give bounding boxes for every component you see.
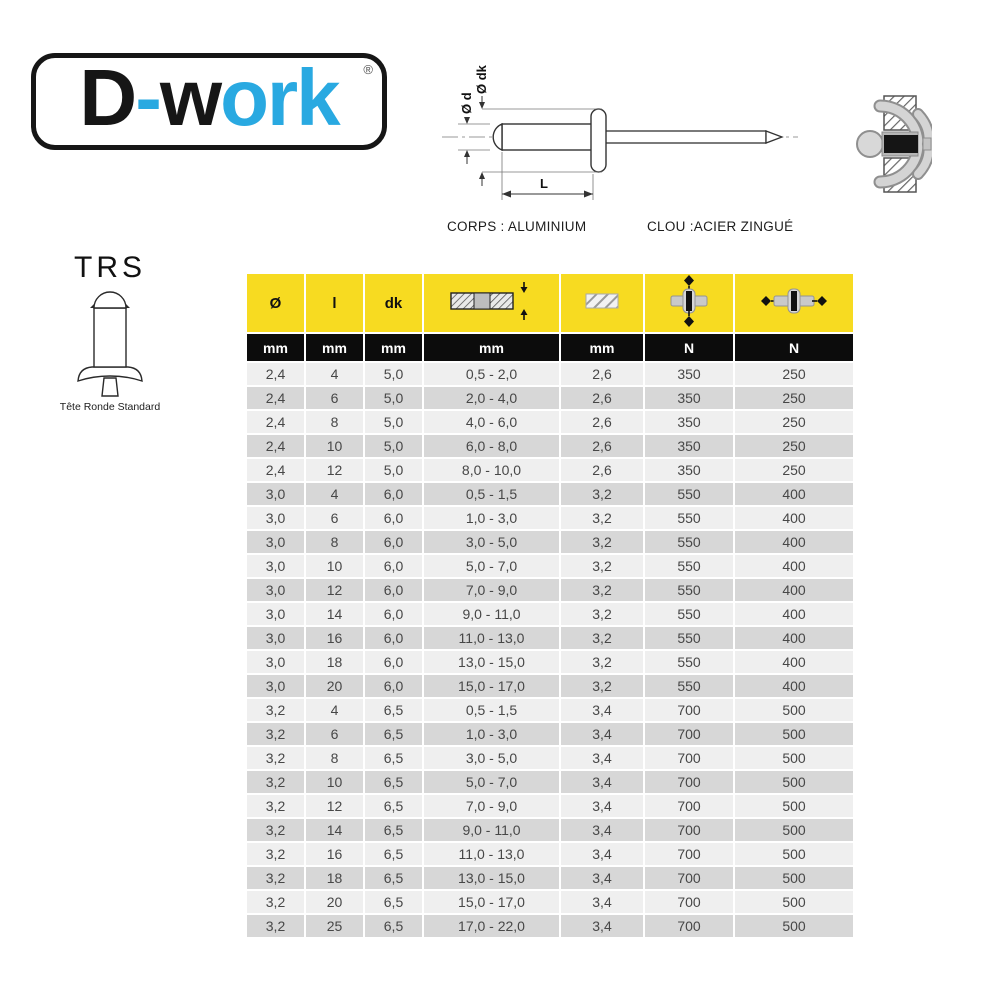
table-cell: 2,4 (247, 387, 304, 409)
table-cell: 700 (645, 747, 733, 769)
table-cell: 550 (645, 603, 733, 625)
unit-label: N (645, 334, 733, 361)
table-cell: 3,0 (247, 531, 304, 553)
table-row (247, 771, 853, 793)
table-cell: 3,4 (561, 843, 643, 865)
table-row (247, 459, 853, 481)
table-cell: 6,5 (365, 699, 422, 721)
table-cell: 3,4 (561, 915, 643, 937)
table-row (247, 483, 853, 505)
table-cell: 3,0 (247, 579, 304, 601)
table-cell: 9,0 - 11,0 (424, 819, 559, 841)
table-cell: 6,5 (365, 915, 422, 937)
dimension-label-dk: Ø dk (474, 65, 489, 94)
table-row (247, 627, 853, 649)
table-cell: 3,2 (247, 795, 304, 817)
rivet-technical-drawing (440, 52, 800, 217)
table-cell: 700 (645, 867, 733, 889)
mandrel-stub (923, 138, 931, 150)
table-cell: 3,2 (247, 771, 304, 793)
table-cell: 3,2 (561, 555, 643, 577)
table-row (247, 675, 853, 697)
table-cell: 6,0 (365, 483, 422, 505)
table-cell: 500 (735, 891, 853, 913)
table-cell: 500 (735, 699, 853, 721)
table-cell: 4 (306, 363, 363, 385)
table-cell: 3,0 (247, 507, 304, 529)
table-cell: 6 (306, 387, 363, 409)
table-cell: 400 (735, 483, 853, 505)
unit-label: mm (561, 334, 643, 361)
table-cell: 5,0 - 7,0 (424, 771, 559, 793)
dim-arrow (479, 102, 485, 109)
table-cell: 3,0 (247, 651, 304, 673)
table-cell: 8 (306, 531, 363, 553)
table-cell: 3,0 (247, 555, 304, 577)
table-cell: 6,0 (365, 651, 422, 673)
table-cell: 2,6 (561, 387, 643, 409)
table-cell: 3,4 (561, 699, 643, 721)
table-row (247, 651, 853, 673)
table-cell: 3,2 (561, 603, 643, 625)
table-cell: 13,0 - 15,0 (424, 867, 559, 889)
table-cell: 500 (735, 843, 853, 865)
table-cell: 3,2 (561, 531, 643, 553)
table-cell: 700 (645, 795, 733, 817)
table-cell: 6,0 (365, 507, 422, 529)
table-cell: 3,2 (247, 867, 304, 889)
table-cell: 500 (735, 867, 853, 889)
table-cell: 7,0 - 9,0 (424, 579, 559, 601)
table-row (247, 819, 853, 841)
table-cell: 10 (306, 771, 363, 793)
dimension-label-d: Ø d (459, 92, 474, 114)
table-cell: 550 (645, 555, 733, 577)
table-cell: 400 (735, 579, 853, 601)
table-cell: 700 (645, 723, 733, 745)
table-cell: 3,0 (247, 627, 304, 649)
table-cell: 0,5 - 1,5 (424, 699, 559, 721)
table-cell: 3,0 (247, 603, 304, 625)
table-cell: 3,2 (561, 483, 643, 505)
table-cell: 13,0 - 15,0 (424, 651, 559, 673)
table-cell: 12 (306, 459, 363, 481)
table-cell: 3,2 (561, 579, 643, 601)
table-cell: 3,4 (561, 795, 643, 817)
table-cell: 18 (306, 651, 363, 673)
dwork-logo (31, 53, 387, 150)
table-cell: 6,0 - 8,0 (424, 435, 559, 457)
table-cell: 6 (306, 723, 363, 745)
table-cell: 500 (735, 819, 853, 841)
table-cell: 1,0 - 3,0 (424, 507, 559, 529)
table-cell: 12 (306, 579, 363, 601)
table-cell: 400 (735, 651, 853, 673)
table-cell: 400 (735, 531, 853, 553)
table-cell: 1,0 - 3,0 (424, 723, 559, 745)
tensile-strength-icon (760, 281, 828, 321)
table-cell: 5,0 (365, 435, 422, 457)
table-cell: 0,5 - 1,5 (424, 483, 559, 505)
table-cell: 700 (645, 771, 733, 793)
table-cell: 6,5 (365, 771, 422, 793)
table-cell: 6 (306, 507, 363, 529)
table-cell: 11,0 - 13,0 (424, 627, 559, 649)
nail-material-caption: CLOU :ACIER ZINGUÉ (647, 219, 794, 234)
table-cell: 3,0 - 5,0 (424, 531, 559, 553)
table-cell: 2,4 (247, 411, 304, 433)
table-cell: 5,0 (365, 411, 422, 433)
table-cell: 3,2 (561, 651, 643, 673)
dimension-label-length: L (540, 176, 548, 191)
col-header-length: l (306, 274, 363, 332)
table-cell: 6,5 (365, 843, 422, 865)
rivet-table-body (247, 363, 853, 937)
table-cell: 14 (306, 819, 363, 841)
table-cell: 500 (735, 723, 853, 745)
rivet-spec-table (245, 272, 855, 939)
dim-arrow (479, 172, 485, 179)
table-cell: 2,4 (247, 363, 304, 385)
table-cell: 18 (306, 867, 363, 889)
dwork-logo-text (79, 52, 339, 146)
table-cell: 6,5 (365, 867, 422, 889)
col-header-grip-range (424, 274, 559, 332)
table-cell: 14 (306, 603, 363, 625)
table-cell: 3,2 (247, 699, 304, 721)
table-row (247, 843, 853, 865)
table-cell: 3,0 - 5,0 (424, 747, 559, 769)
table-cell: 3,2 (561, 627, 643, 649)
product-name-caption: Tête Ronde Standard (59, 401, 161, 413)
table-cell: 11,0 - 13,0 (424, 843, 559, 865)
mandrel-head (857, 131, 883, 157)
table-row (247, 747, 853, 769)
installed-rivet-icon (856, 94, 932, 194)
table-cell: 500 (735, 915, 853, 937)
table-cell: 3,2 (247, 723, 304, 745)
unit-label: mm (247, 334, 304, 361)
table-cell: 2,6 (561, 459, 643, 481)
trs-joint-tick (126, 304, 130, 308)
table-cell: 250 (735, 387, 853, 409)
table-cell: 3,2 (247, 915, 304, 937)
table-cell: 6,0 (365, 555, 422, 577)
table-cell: 3,2 (247, 747, 304, 769)
table-cell: 10 (306, 555, 363, 577)
logo-letter: w (159, 52, 221, 142)
table-cell: 8 (306, 411, 363, 433)
table-row (247, 363, 853, 385)
table-cell: 4 (306, 699, 363, 721)
table-row (247, 507, 853, 529)
table-row (247, 603, 853, 625)
body-material-caption: CORPS : ALUMINIUM (447, 219, 587, 234)
table-cell: 550 (645, 651, 733, 673)
table-cell: 3,2 (561, 507, 643, 529)
table-cell: 20 (306, 891, 363, 913)
table-cell: 550 (645, 507, 733, 529)
trs-dome-head (94, 292, 126, 308)
table-cell: 6,0 (365, 531, 422, 553)
table-cell: 6,0 (365, 603, 422, 625)
table-cell: 25 (306, 915, 363, 937)
table-cell: 12 (306, 795, 363, 817)
units-row (247, 334, 853, 361)
rivet-core (884, 135, 918, 153)
table-cell: 500 (735, 747, 853, 769)
table-cell: 17,0 - 22,0 (424, 915, 559, 937)
trs-body (94, 308, 126, 367)
table-cell: 700 (645, 843, 733, 865)
table-cell: 8,0 - 10,0 (424, 459, 559, 481)
table-cell: 6,5 (365, 747, 422, 769)
table-row (247, 891, 853, 913)
mandrel-shaft (605, 131, 766, 143)
table-cell: 250 (735, 363, 853, 385)
trs-mandrel-stub (102, 378, 118, 396)
table-row (247, 555, 853, 577)
dim-arrow (464, 117, 470, 124)
table-row (247, 411, 853, 433)
table-cell: 550 (645, 483, 733, 505)
table-cell: 16 (306, 843, 363, 865)
table-cell: 350 (645, 435, 733, 457)
table-cell: 2,0 - 4,0 (424, 387, 559, 409)
table-cell: 3,4 (561, 819, 643, 841)
table-cell: 400 (735, 675, 853, 697)
table-cell: 16 (306, 627, 363, 649)
table-cell: 2,6 (561, 363, 643, 385)
table-cell: 3,4 (561, 723, 643, 745)
table-row (247, 795, 853, 817)
table-cell: 250 (735, 459, 853, 481)
table-cell: 550 (645, 675, 733, 697)
table-cell: 400 (735, 507, 853, 529)
rivet-tail-dome (493, 124, 502, 150)
table-row (247, 915, 853, 937)
table-cell: 8 (306, 747, 363, 769)
table-cell: 5,0 (365, 387, 422, 409)
table-row (247, 435, 853, 457)
table-cell: 3,0 (247, 483, 304, 505)
table-cell: 350 (645, 411, 733, 433)
table-cell: 350 (645, 363, 733, 385)
table-cell: 5,0 (365, 363, 422, 385)
table-cell: 400 (735, 627, 853, 649)
rivet-flange (591, 109, 606, 172)
col-header-diameter: Ø (247, 274, 304, 332)
table-cell: 3,4 (561, 891, 643, 913)
table-cell: 10 (306, 435, 363, 457)
col-header-tensile-strength (735, 274, 853, 332)
table-cell: 250 (735, 411, 853, 433)
product-code: TRS (74, 251, 146, 284)
table-row (247, 387, 853, 409)
table-cell: 3,2 (561, 675, 643, 697)
header-row (247, 274, 853, 332)
table-cell: 6,5 (365, 723, 422, 745)
table-cell: 7,0 - 9,0 (424, 795, 559, 817)
grip-range-icon (448, 281, 536, 321)
table-row (247, 867, 853, 889)
table-cell: 5,0 (365, 459, 422, 481)
table-row (247, 579, 853, 601)
table-cell: 0,5 - 2,0 (424, 363, 559, 385)
table-cell: 6,5 (365, 891, 422, 913)
dim-arrow (584, 191, 593, 198)
trs-joint-tick (90, 304, 94, 308)
table-cell: 3,4 (561, 771, 643, 793)
table-cell: 400 (735, 555, 853, 577)
table-cell: 550 (645, 627, 733, 649)
mandrel-tip (766, 131, 782, 143)
table-cell: 6,5 (365, 819, 422, 841)
col-header-shear-strength (645, 274, 733, 332)
table-cell: 3,2 (247, 819, 304, 841)
table-cell: 400 (735, 603, 853, 625)
table-cell: 700 (645, 819, 733, 841)
registered-trademark-icon: ® (363, 62, 373, 77)
table-cell: 3,2 (247, 843, 304, 865)
table-cell: 700 (645, 699, 733, 721)
table-cell: 20 (306, 675, 363, 697)
table-cell: 6,0 (365, 627, 422, 649)
shear-strength-icon (669, 274, 709, 328)
logo-letter: ork (220, 52, 339, 142)
table-cell: 350 (645, 387, 733, 409)
unit-label: mm (365, 334, 422, 361)
table-row (247, 723, 853, 745)
logo-letter: - (135, 52, 160, 142)
table-cell: 3,2 (247, 891, 304, 913)
table-cell: 550 (645, 579, 733, 601)
table-cell: 9,0 - 11,0 (424, 603, 559, 625)
table-cell: 700 (645, 891, 733, 913)
table-cell: 2,6 (561, 411, 643, 433)
table-cell: 350 (645, 459, 733, 481)
table-cell: 500 (735, 771, 853, 793)
table-cell: 6,0 (365, 579, 422, 601)
table-cell: 4 (306, 483, 363, 505)
dim-arrow (502, 191, 511, 198)
unit-label: N (735, 334, 853, 361)
rivet-body (502, 124, 593, 150)
table-cell: 6,5 (365, 795, 422, 817)
table-row (247, 699, 853, 721)
table-cell: 550 (645, 531, 733, 553)
unit-label: mm (306, 334, 363, 361)
table-cell: 15,0 - 17,0 (424, 891, 559, 913)
table-cell: 2,6 (561, 435, 643, 457)
table-cell: 4,0 - 6,0 (424, 411, 559, 433)
unit-label: mm (424, 334, 559, 361)
col-header-drill-hole (561, 274, 643, 332)
logo-letter: D (79, 52, 136, 142)
table-cell: 500 (735, 795, 853, 817)
table-cell: 6,0 (365, 675, 422, 697)
table-cell: 2,4 (247, 459, 304, 481)
table-cell: 5,0 - 7,0 (424, 555, 559, 577)
trs-rivet-illustration (77, 288, 143, 398)
table-cell: 3,4 (561, 867, 643, 889)
table-cell: 2,4 (247, 435, 304, 457)
table-cell: 15,0 - 17,0 (424, 675, 559, 697)
dim-arrow (464, 150, 470, 157)
table-cell: 700 (645, 915, 733, 937)
table-cell: 3,0 (247, 675, 304, 697)
col-header-head-diameter: dk (365, 274, 422, 332)
table-cell: 250 (735, 435, 853, 457)
drill-hole-icon (585, 293, 619, 309)
table-cell: 3,4 (561, 747, 643, 769)
table-row (247, 531, 853, 553)
